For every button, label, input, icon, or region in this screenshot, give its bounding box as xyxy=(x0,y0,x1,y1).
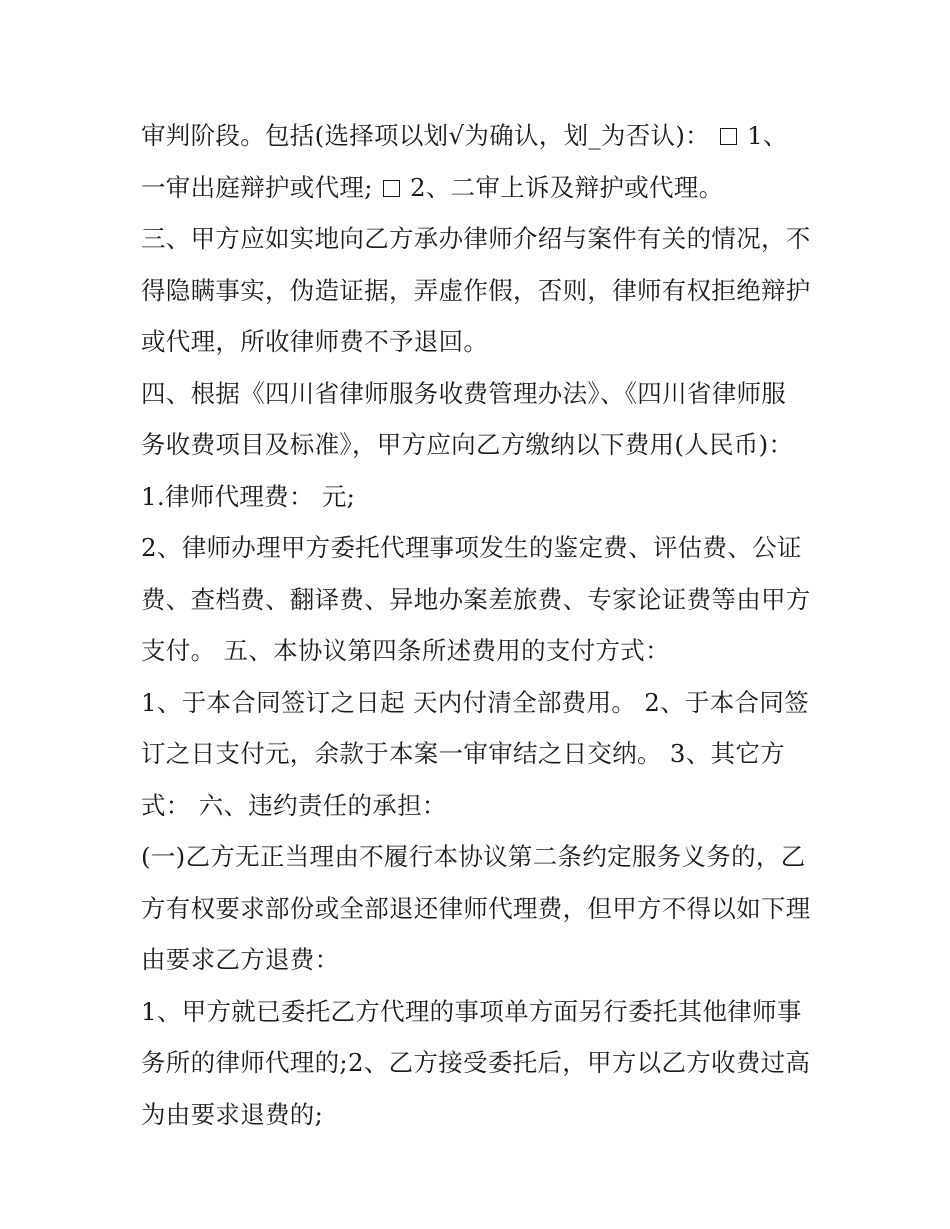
text-line-5: 或代理，所收律师费不予退回。 xyxy=(141,327,489,356)
text-line-12: 1、于本合同签订之日起 天内付清全部费用。 2、于本合同签 xyxy=(141,687,809,717)
text-line-13: 订之日支付元，余款于本案一审审结之日交纳。 3、其它方 xyxy=(141,739,785,768)
text-line-15: (一)乙方无正当理由不履行本协议第二条约定服务义务的，乙 xyxy=(141,842,806,871)
checkbox-option-1[interactable] xyxy=(720,128,737,145)
checkbox-option-2[interactable] xyxy=(383,180,400,197)
text-line-14: 式： 六、违约责任的承担： xyxy=(141,790,447,820)
text-line-19: 务所的律师代理的;2、乙方接受委托后，甲方以乙方收费过高 xyxy=(141,1048,811,1077)
contract-body-text xyxy=(141,110,821,1140)
text-line-17: 由要求乙方退费： xyxy=(141,945,340,974)
text-line-2: 一审出庭辩护或代理; 2、二审上诉及辩护或代理。 xyxy=(141,172,724,202)
text-line-8: 1.律师代理费： 元; xyxy=(141,481,356,511)
text-line-20: 为由要求退费的; xyxy=(141,1099,324,1129)
text-line-1: 审判阶段。包括(选择项以划√为确认，划_为否认)： 1、 xyxy=(141,121,788,150)
text-line-9: 2、律师办理甲方委托代理事项发生的鉴定费、评估费、公证 xyxy=(141,533,802,562)
text-line-11: 支付。 五、本协议第四条所述费用的支付方式： xyxy=(141,636,670,665)
text-line-10: 费、查档费、翻译费、异地办案差旅费、专家论证费等由甲方 xyxy=(141,584,811,614)
text-line-18: 1、甲方就已委托乙方代理的事项单方面另行委托其他律师事 xyxy=(141,996,802,1026)
text-line-6: 四、根据《四川省律师服务收费管理办法》、《四川省律师服 xyxy=(141,378,787,408)
text-line-7: 务收费项目及标准》，甲方应向乙方缴纳以下费用(人民币)： xyxy=(141,430,794,459)
text-line-16: 方有权要求部份或全部退还律师代理费，但甲方不得以如下理 xyxy=(141,893,811,923)
text-line-3: 三、甲方应如实地向乙方承办律师介绍与案件有关的情况，不 xyxy=(141,224,811,253)
text-line-4: 得隐瞒事实，伪造证据，弄虚作假，否则，律师有权拒绝辩护 xyxy=(141,275,811,305)
